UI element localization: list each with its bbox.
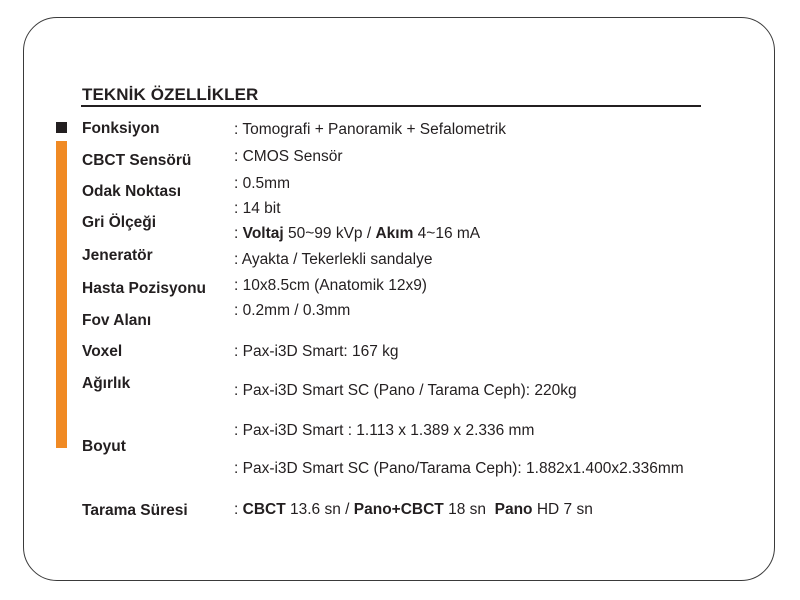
label-tarama-suresi: Tarama Süresi xyxy=(82,502,188,519)
label-jenerator: Jeneratör xyxy=(82,247,153,264)
pano-label: Pano xyxy=(494,501,533,518)
value-voxel: : 0.2mm / 0.3mm xyxy=(234,302,351,319)
value-gri-olcegi: : 14 bit xyxy=(234,200,281,217)
value-tarama-suresi xyxy=(234,501,593,519)
value-agirlik-2: : Pax-i3D Smart SC (Pano / Tarama Ceph): 220kg xyxy=(234,382,577,399)
pano-cbct-label: Pano+CBCT xyxy=(353,501,444,518)
label-voxel: Voxel xyxy=(82,343,123,360)
value-fov-alani: : 10x8.5cm (Anatomik 12x9) xyxy=(234,277,427,294)
value-agirlik-1: : Pax-i3D Smart: 167 kg xyxy=(234,343,399,360)
label-cbct-sensoru: CBCT Sensörü xyxy=(82,152,192,169)
cbct-value: 13.6 sn / xyxy=(285,501,354,518)
label-hasta-pozisyonu: Hasta Pozisyonu xyxy=(82,280,207,297)
label-agirlik: Ağırlık xyxy=(82,375,131,392)
pano-cbct-value: 18 sn xyxy=(443,501,495,518)
accent-bar xyxy=(56,141,67,448)
akim-value: 4~16 mA xyxy=(413,225,481,242)
list-marker-square xyxy=(56,122,67,133)
value-cbct-sensoru: : CMOS Sensör xyxy=(234,148,343,165)
label-gri-olcegi: Gri Ölçeği xyxy=(82,214,157,231)
voltaj-value: 50~99 kVp / xyxy=(283,225,376,242)
value-jenerator xyxy=(234,225,480,243)
pano-value: HD 7 sn xyxy=(532,501,593,518)
akim-label: Akım xyxy=(375,225,414,242)
heading-underline xyxy=(81,105,701,107)
label-odak-noktasi: Odak Noktası xyxy=(82,183,182,200)
value-boyut-2: : Pax-i3D Smart SC (Pano/Tarama Ceph): 1.882x1.400x2.336mm xyxy=(234,460,684,477)
value-fonksiyon: : Tomografi + Panoramik + Sefalometrik xyxy=(234,121,506,138)
label-fov-alani: Fov Alanı xyxy=(82,312,152,329)
section-heading: TEKNİK ÖZELLİKLER xyxy=(82,85,259,104)
value-odak-noktasi: : 0.5mm xyxy=(234,175,290,192)
value-boyut-1: : Pax-i3D Smart : 1.113 x 1.389 x 2.336 mm xyxy=(234,422,535,439)
jenerator-prefix: : xyxy=(234,225,243,242)
label-fonksiyon: Fonksiyon xyxy=(82,120,160,137)
cbct-label: CBCT xyxy=(242,501,286,518)
label-boyut: Boyut xyxy=(82,438,126,455)
value-hasta-pozisyonu: : Ayakta / Tekerlekli sandalye xyxy=(234,251,433,268)
voltaj-label: Voltaj xyxy=(242,225,284,242)
tarama-prefix: : xyxy=(234,501,243,518)
